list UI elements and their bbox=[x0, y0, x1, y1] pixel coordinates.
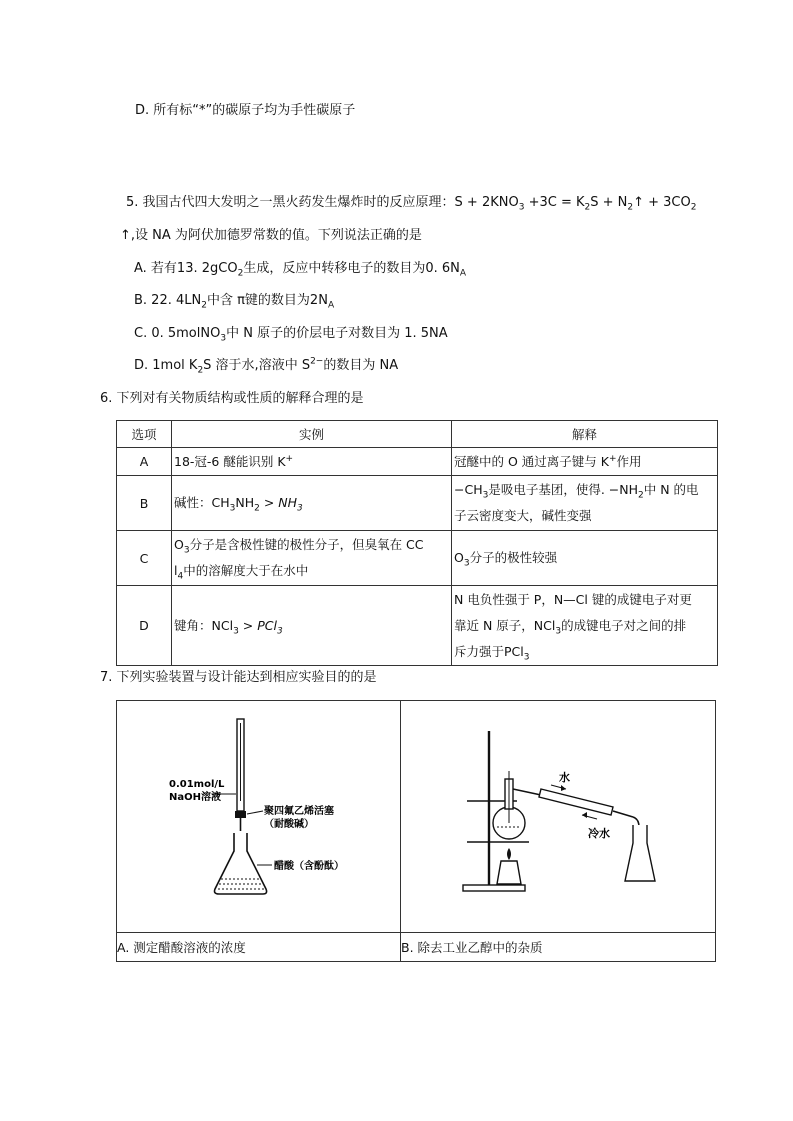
q6-row-d-example: 键角：NCl$_3$ > PCl$_3$ bbox=[172, 586, 452, 666]
q6-row-c bbox=[117, 531, 718, 586]
q6-row-c-example: $O_3$分子是含极性键的极性分子，但臭氧在 CC $l_4$中的溶解度大于在水中 bbox=[172, 531, 452, 586]
label-concentration: 0.01mol/L bbox=[169, 779, 225, 790]
alcohol-lamp bbox=[497, 861, 521, 884]
q6-title: 6. 下列对有关物质结构或性质的解释合理的是 bbox=[100, 391, 364, 406]
q6-row-a-example: 18-冠-6 醚能识别 K+ bbox=[172, 448, 452, 476]
conical-flask bbox=[215, 833, 267, 894]
side-arm bbox=[513, 789, 541, 795]
q6-header-example: 实例 bbox=[172, 421, 452, 448]
leader-stopcock bbox=[247, 811, 263, 814]
q6-row-d-explain: N 电负性强于 P，N—Cl 键的成键电子对更 靠近 N 原子，NCl$_3$的成键电子对之间的排 斥力强于PCl$_3$ bbox=[452, 586, 718, 666]
q5-option-b: B. 22. $4LN_2$中含 π键的数目为$2N_A$ bbox=[134, 293, 335, 311]
q5-stem-line2: ↑,设 NA 为阿伏加德罗常数的值。下列说法正确的是 bbox=[120, 228, 422, 243]
adapter bbox=[613, 811, 633, 817]
q6-row-a bbox=[117, 448, 718, 476]
q6-table bbox=[116, 420, 718, 666]
q5-stem-a: 5. 我国古代四大发明之一黑火药发生爆炸时的反应原理：S + 2KNO bbox=[126, 195, 519, 210]
q6-row-b-explain: $-CH_3$是吸电子基团，使得. $-NH_2$中 N 的电 子云密度变大，碱性变强 bbox=[452, 476, 718, 531]
q5-option-c: C. 0. 5molNO$_3$中 N 原子的价层电子对数目为 1. 5NA bbox=[134, 326, 448, 344]
q6-row-a-option: A bbox=[117, 448, 172, 476]
q7-title: 7. 下列实验装置与设计能达到相应实验目的的是 bbox=[100, 670, 377, 685]
q6-row-a-explain: 冠醚中的 O 通过离子键与 K+作用 bbox=[452, 448, 718, 476]
titration-apparatus-figure bbox=[117, 701, 400, 929]
flame-icon bbox=[507, 848, 511, 860]
label-acetic-acid: 醋酸（含酚酞） bbox=[274, 861, 344, 872]
q7-table bbox=[116, 700, 716, 962]
label-stopcock: 聚四氟乙烯活塞 bbox=[264, 806, 334, 817]
q7-caption-a: A. 测定醋酸溶液的浓度 bbox=[117, 933, 401, 962]
stand-base bbox=[463, 885, 525, 891]
condenser bbox=[539, 789, 613, 815]
label-resistance: （耐酸碱） bbox=[264, 819, 314, 830]
q7-caption-b: B. 除去工业乙醇中的杂质 bbox=[401, 933, 716, 962]
q6-header-row bbox=[117, 421, 718, 448]
q4-option-d: D. 所有标“*”的碳原子均为手性碳原子 bbox=[135, 103, 356, 118]
label-naoh: NaOH溶液 bbox=[169, 792, 221, 803]
q7-figure-a-cell bbox=[117, 701, 401, 933]
q5-stem-line1: 5. 我国古代四大发明之一黑火药发生爆炸时的反应原理：$S + 2KNO_3 +3C = K_2S$ + $N_2↑ + 3CO_2$ bbox=[126, 195, 697, 213]
q5-option-a: A. 若有13. 2gCO$_2$生成，反应中转移电子的数目为0. $6N_A$ bbox=[134, 261, 467, 279]
label-water: 水 bbox=[559, 771, 570, 784]
q6-row-b-option: B bbox=[117, 476, 172, 531]
label-cold-water: 冷水 bbox=[588, 827, 610, 840]
distillation-apparatus-figure bbox=[401, 701, 715, 929]
q7-figure-b-cell bbox=[401, 701, 716, 933]
q6-header-option: 选项 bbox=[117, 421, 172, 448]
q6-row-c-option: C bbox=[117, 531, 172, 586]
q6-row-d bbox=[117, 586, 718, 666]
arrow-head-in-icon bbox=[582, 812, 587, 818]
q5-option-d: D. 1mol $K_2S$ 溶于水,溶液中 $S^{2-}$的数目为 NA bbox=[134, 356, 399, 376]
q6-row-c-explain: $O_3$分子的极性较强 bbox=[452, 531, 718, 586]
receiving-flask bbox=[625, 825, 655, 881]
arrow-head-out-icon bbox=[561, 785, 566, 791]
q6-row-b-example: 碱性：$CH_3NH_2 > NH_3$ bbox=[172, 476, 452, 531]
q6-row-d-option: D bbox=[117, 586, 172, 666]
stopcock bbox=[235, 811, 246, 818]
q6-header-explain: 解释 bbox=[452, 421, 718, 448]
q6-row-b bbox=[117, 476, 718, 531]
